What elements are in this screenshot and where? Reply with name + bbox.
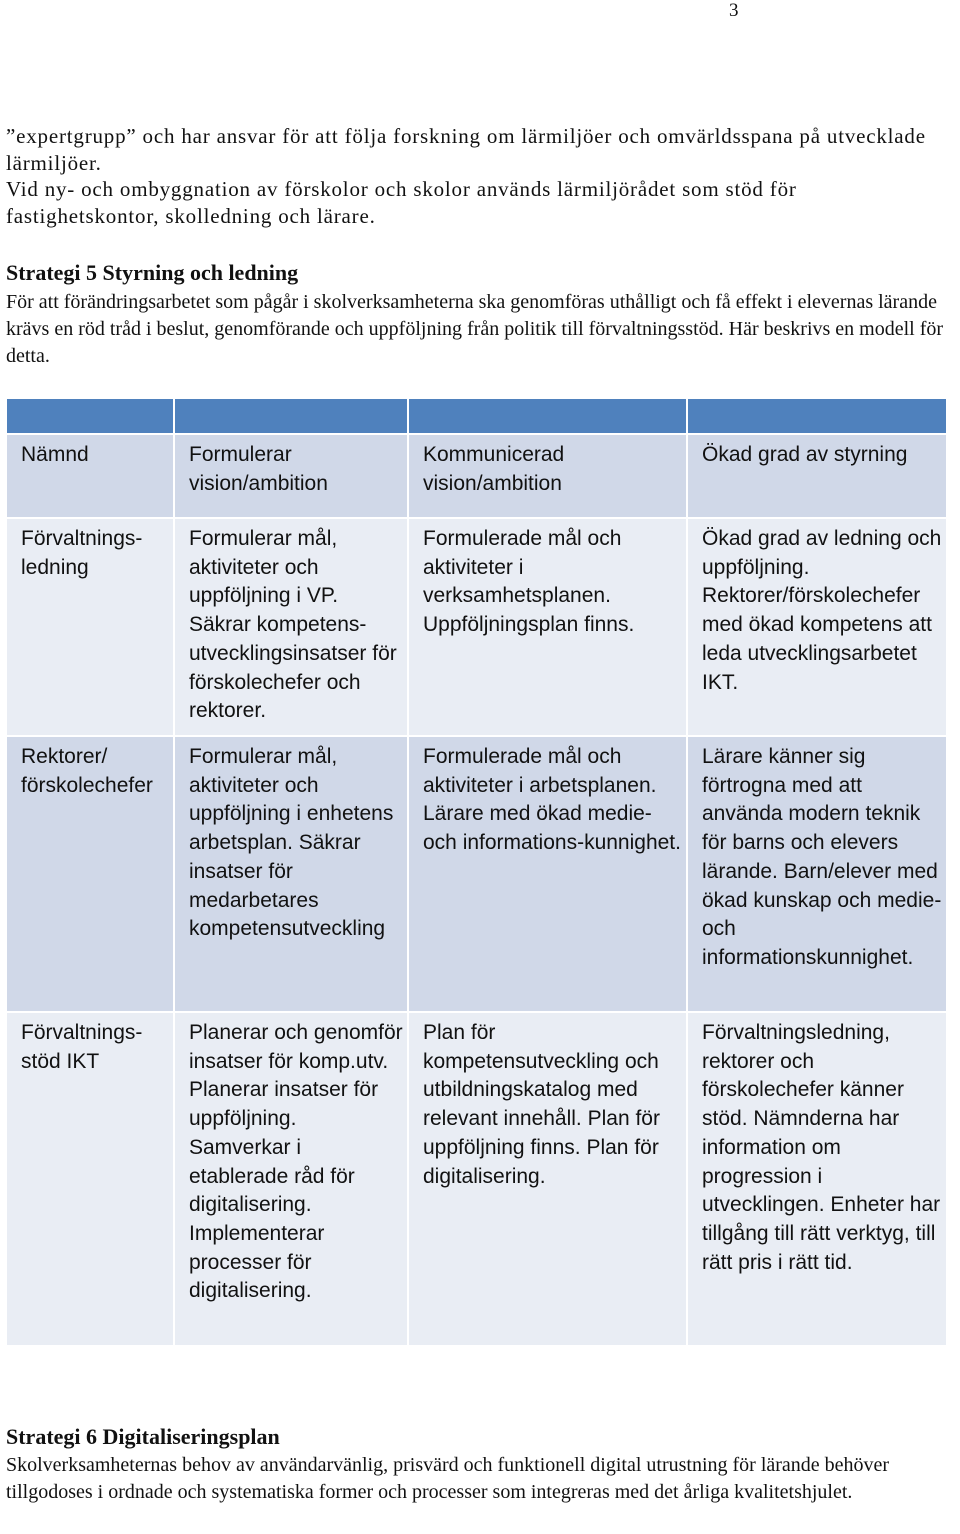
strategy5-heading: Strategi 5 Styrning och ledning [6,260,299,285]
governance-model-table [5,397,948,1347]
table-cell: Formulerar mål, aktiviteter och uppföljning i enhetens arbetsplan. Säkrar insatser för medarbetares kompetensutveckling [174,736,408,1012]
table-cell: Lärare känner sig förtrogna med att använda modern teknik för barns och elevers lärande. Barn/elever med ökad kunskap och medie- och informationskunnighet. [687,736,947,1012]
page-number: 3 [729,0,739,21]
table-cell: Formulerar vision/ambition [174,434,408,518]
table-row-rektorer [6,736,947,1012]
row-label: Förvaltnings-stöd IKT [6,1012,174,1346]
table-cell: Plan för kompetensutveckling och utbildningskatalog med relevant innehåll. Plan för uppföljning finns. Plan för digitalisering. [408,1012,687,1346]
row-label: Nämnd [6,434,174,518]
table-row-namnd [6,434,947,518]
row-label: Rektorer/ förskolechefer [6,736,174,1012]
header-band [6,398,947,434]
table-cell: Planerar och genomför insatser för komp.utv. Planerar insatser för uppföljning. Samverkar i etablerade råd för digitalisering. Implementerar processer för digitalisering. [174,1012,408,1346]
table-cell: Formulerade mål och aktiviteter i arbetsplanen. Lärare med ökad medie- och informations-kunnighet. [408,736,687,1012]
header-cell [408,398,687,434]
strategy6-heading: Strategi 6 Digitaliseringsplan [6,1424,280,1449]
table-cell: Formulerar mål, aktiviteter och uppföljning i VP. Säkrar kompetens-utvecklingsinsatser för förskolechefer och rektorer. [174,518,408,736]
header-cell [174,398,408,434]
table-cell: Förvaltningsledning, rektorer och förskolechefer känner stöd. Nämnderna har information om progression i utvecklingen. Enheter har tillgång till rätt verktyg, till rätt pris i rätt tid. [687,1012,947,1346]
strategy5-body: För att förändringsarbetet som pågår i skolverksamheterna ska genomföras uthålligt och få effekt i elevernas lärande krävs en röd tråd i beslut, genomförande och uppföljning från politik till förvaltningsstöd. Här beskrivs en modell för detta. [6,291,944,367]
table-row-forvaltningsstod [6,1012,947,1346]
row-label: Förvaltnings-ledning [6,518,174,736]
intro-paragraph-2: Vid ny- och ombyggnation av förskolor och skolor används lärmiljörådet som stöd för fastighetskontor, skolledning och lärare. [6,177,797,228]
table-cell: Formulerade mål och aktiviteter i verksamhetsplanen. Uppföljningsplan finns. [408,518,687,736]
table-cell: Ökad grad av ledning och uppföljning. Rektorer/förskolechefer med ökad kompetens att leda utvecklingsarbetet IKT. [687,518,947,736]
strategy6-body: Skolverksamheternas behov av användarvänlig, prisvärd och funktionell digital utrustning för lärande behöver tillgodoses i ordnade och systematiska former och processer som integreras med det årliga kvalitetshjulet. [6,1454,890,1503]
intro-paragraph-1: ”expertgrupp” och har ansvar för att följa forskning om lärmiljöer och omvärldsspana på utvecklade lärmiljöer. [6,124,926,175]
table-cell: Ökad grad av styrning [687,434,947,518]
table-cell: Kommunicerad vision/ambition [408,434,687,518]
intro-text [6,123,946,229]
header-cell [6,398,174,434]
table-row-forvaltningsledning [6,518,947,736]
header-cell [687,398,947,434]
